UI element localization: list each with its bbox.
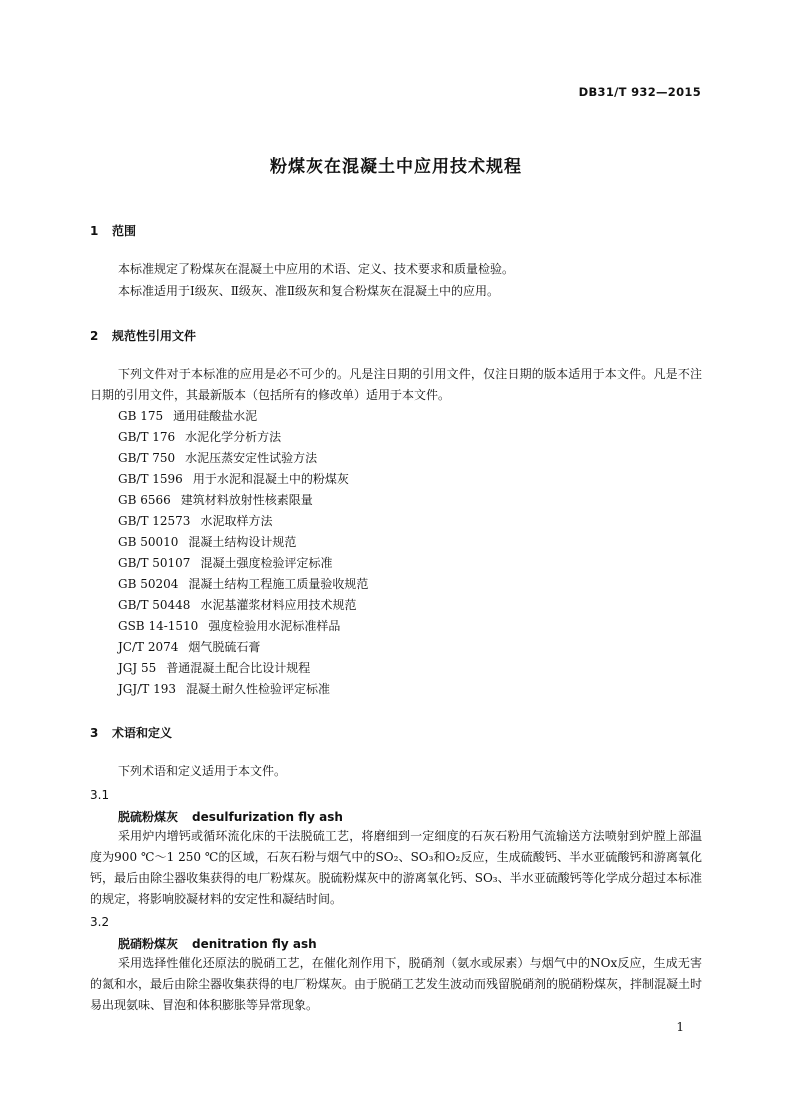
reference-title: 通用硅酸盐水泥 bbox=[173, 409, 258, 423]
reference-code: GB 50010 bbox=[118, 535, 179, 549]
term-definition: 采用选择性催化还原法的脱硝工艺，在催化剂作用下，脱硝剂（氨水或尿素）与烟气中的NOx反应，生成无害的氮和水，最后由除尘器收集获得的电厂粉煤灰。由于脱硝工艺发生波动而残留脱硝剂的脱硝粉煤灰，拌制混凝土时易出现氨味、冒泡和体积膨胀等异常现象。 bbox=[90, 956, 703, 1012]
reference-code: GB 50204 bbox=[118, 577, 179, 591]
term-definition: 采用炉内增钙或循环流化床的干法脱硫工艺，将磨细到一定细度的石灰石粉用气流输送方法喷射到炉膛上部温度为900 ℃～1 250 ℃的区域，石灰石粉与烟气中的SO₂、SO₃和O₂反应，生成硫酸钙、半水亚硫酸钙和游离氧化钙，最后由除尘器收集获得的电厂粉煤灰。脱硫粉煤灰中的游离氧化钙、SO₃、半水亚硫酸钙等化学成分超过本标准的规定，将影响胶凝材料的安定性和凝结时间。 bbox=[90, 829, 702, 906]
reference-item bbox=[118, 616, 340, 637]
section-3-heading bbox=[90, 724, 172, 741]
term-en: desulfurization fly ash bbox=[192, 810, 343, 824]
term-zh: 脱硝粉煤灰 bbox=[118, 937, 179, 951]
reference-title: 混凝土耐久性检验评定标准 bbox=[185, 682, 330, 696]
reference-item bbox=[118, 637, 260, 658]
reference-code: GSB 14-1510 bbox=[118, 619, 199, 633]
term-zh: 脱硫粉煤灰 bbox=[118, 810, 179, 824]
reference-code: JC/T 2074 bbox=[118, 640, 179, 654]
term-en: denitration fly ash bbox=[192, 937, 317, 951]
reference-title: 强度检验用水泥标准样品 bbox=[208, 619, 341, 633]
section-number: 3 bbox=[90, 726, 99, 740]
paragraph: 本标准规定了粉煤灰在混凝土中应用的术语、定义、技术要求和质量检验。 bbox=[118, 262, 515, 276]
reference-item bbox=[118, 553, 332, 574]
reference-title: 混凝土强度检验评定标准 bbox=[200, 556, 333, 570]
reference-title: 普通混凝土配合比设计规程 bbox=[166, 661, 311, 675]
reference-title: 水泥化学分析方法 bbox=[185, 430, 282, 444]
reference-code: GB/T 50448 bbox=[118, 598, 191, 612]
term-heading bbox=[118, 935, 317, 952]
paragraph: 本标准适用于Ⅰ级灰、Ⅱ级灰、准Ⅱ级灰和复合粉煤灰在混凝土中的应用。 bbox=[118, 284, 500, 298]
reference-item bbox=[118, 490, 313, 511]
reference-item bbox=[118, 469, 349, 490]
reference-item bbox=[118, 532, 296, 553]
section-1-heading bbox=[90, 222, 136, 239]
reference-title: 水泥取样方法 bbox=[200, 514, 273, 528]
reference-code: GB 6566 bbox=[118, 493, 171, 507]
reference-code: GB/T 1596 bbox=[118, 472, 183, 486]
reference-item bbox=[118, 448, 317, 469]
reference-code: GB 175 bbox=[118, 409, 164, 423]
section-number: 2 bbox=[90, 329, 99, 343]
reference-code: GB/T 50107 bbox=[118, 556, 191, 570]
reference-title: 混凝土结构设计规范 bbox=[188, 535, 297, 549]
page-number: 1 bbox=[676, 1020, 684, 1034]
term-heading bbox=[118, 808, 343, 825]
reference-item bbox=[118, 658, 310, 679]
section-number: 1 bbox=[90, 224, 99, 238]
reference-title: 用于水泥和混凝土中的粉煤灰 bbox=[192, 472, 349, 486]
standard-code: DB31/T 932—2015 bbox=[578, 85, 701, 99]
reference-title: 混凝土结构工程施工质量验收规范 bbox=[188, 577, 369, 591]
reference-item bbox=[118, 511, 272, 532]
reference-title: 水泥压蒸安定性试验方法 bbox=[185, 451, 318, 465]
reference-title: 烟气脱硫石膏 bbox=[188, 640, 261, 654]
clause-number: 3.2 bbox=[90, 915, 110, 929]
reference-item bbox=[118, 427, 281, 448]
reference-code: JGJ/T 193 bbox=[118, 682, 176, 696]
section-title: 术语和定义 bbox=[112, 726, 173, 740]
reference-item bbox=[118, 574, 368, 595]
reference-code: JGJ 55 bbox=[118, 661, 157, 675]
clause-number: 3.1 bbox=[90, 788, 110, 802]
reference-code: GB/T 750 bbox=[118, 451, 176, 465]
paragraph: 下列术语和定义适用于本文件。 bbox=[118, 764, 287, 778]
reference-title: 水泥基灌浆材料应用技术规范 bbox=[200, 598, 357, 612]
section-2-heading bbox=[90, 327, 196, 344]
reference-code: GB/T 12573 bbox=[118, 514, 191, 528]
reference-title: 建筑材料放射性核素限量 bbox=[180, 493, 313, 507]
reference-item bbox=[118, 406, 257, 427]
reference-item bbox=[118, 679, 330, 700]
paragraph: 下列文件对于本标准的应用是必不可少的。凡是注日期的引用文件，仅注日期的版本适用于本文件。凡是不注日期的引用文件，其最新版本（包括所有的修改单）适用于本文件。 bbox=[90, 367, 702, 402]
section-title: 范围 bbox=[112, 224, 137, 238]
reference-item bbox=[118, 595, 356, 616]
reference-code: GB/T 176 bbox=[118, 430, 176, 444]
document-title: 粉煤灰在混凝土中应用技术规程 bbox=[270, 157, 522, 177]
section-title: 规范性引用文件 bbox=[112, 329, 197, 343]
